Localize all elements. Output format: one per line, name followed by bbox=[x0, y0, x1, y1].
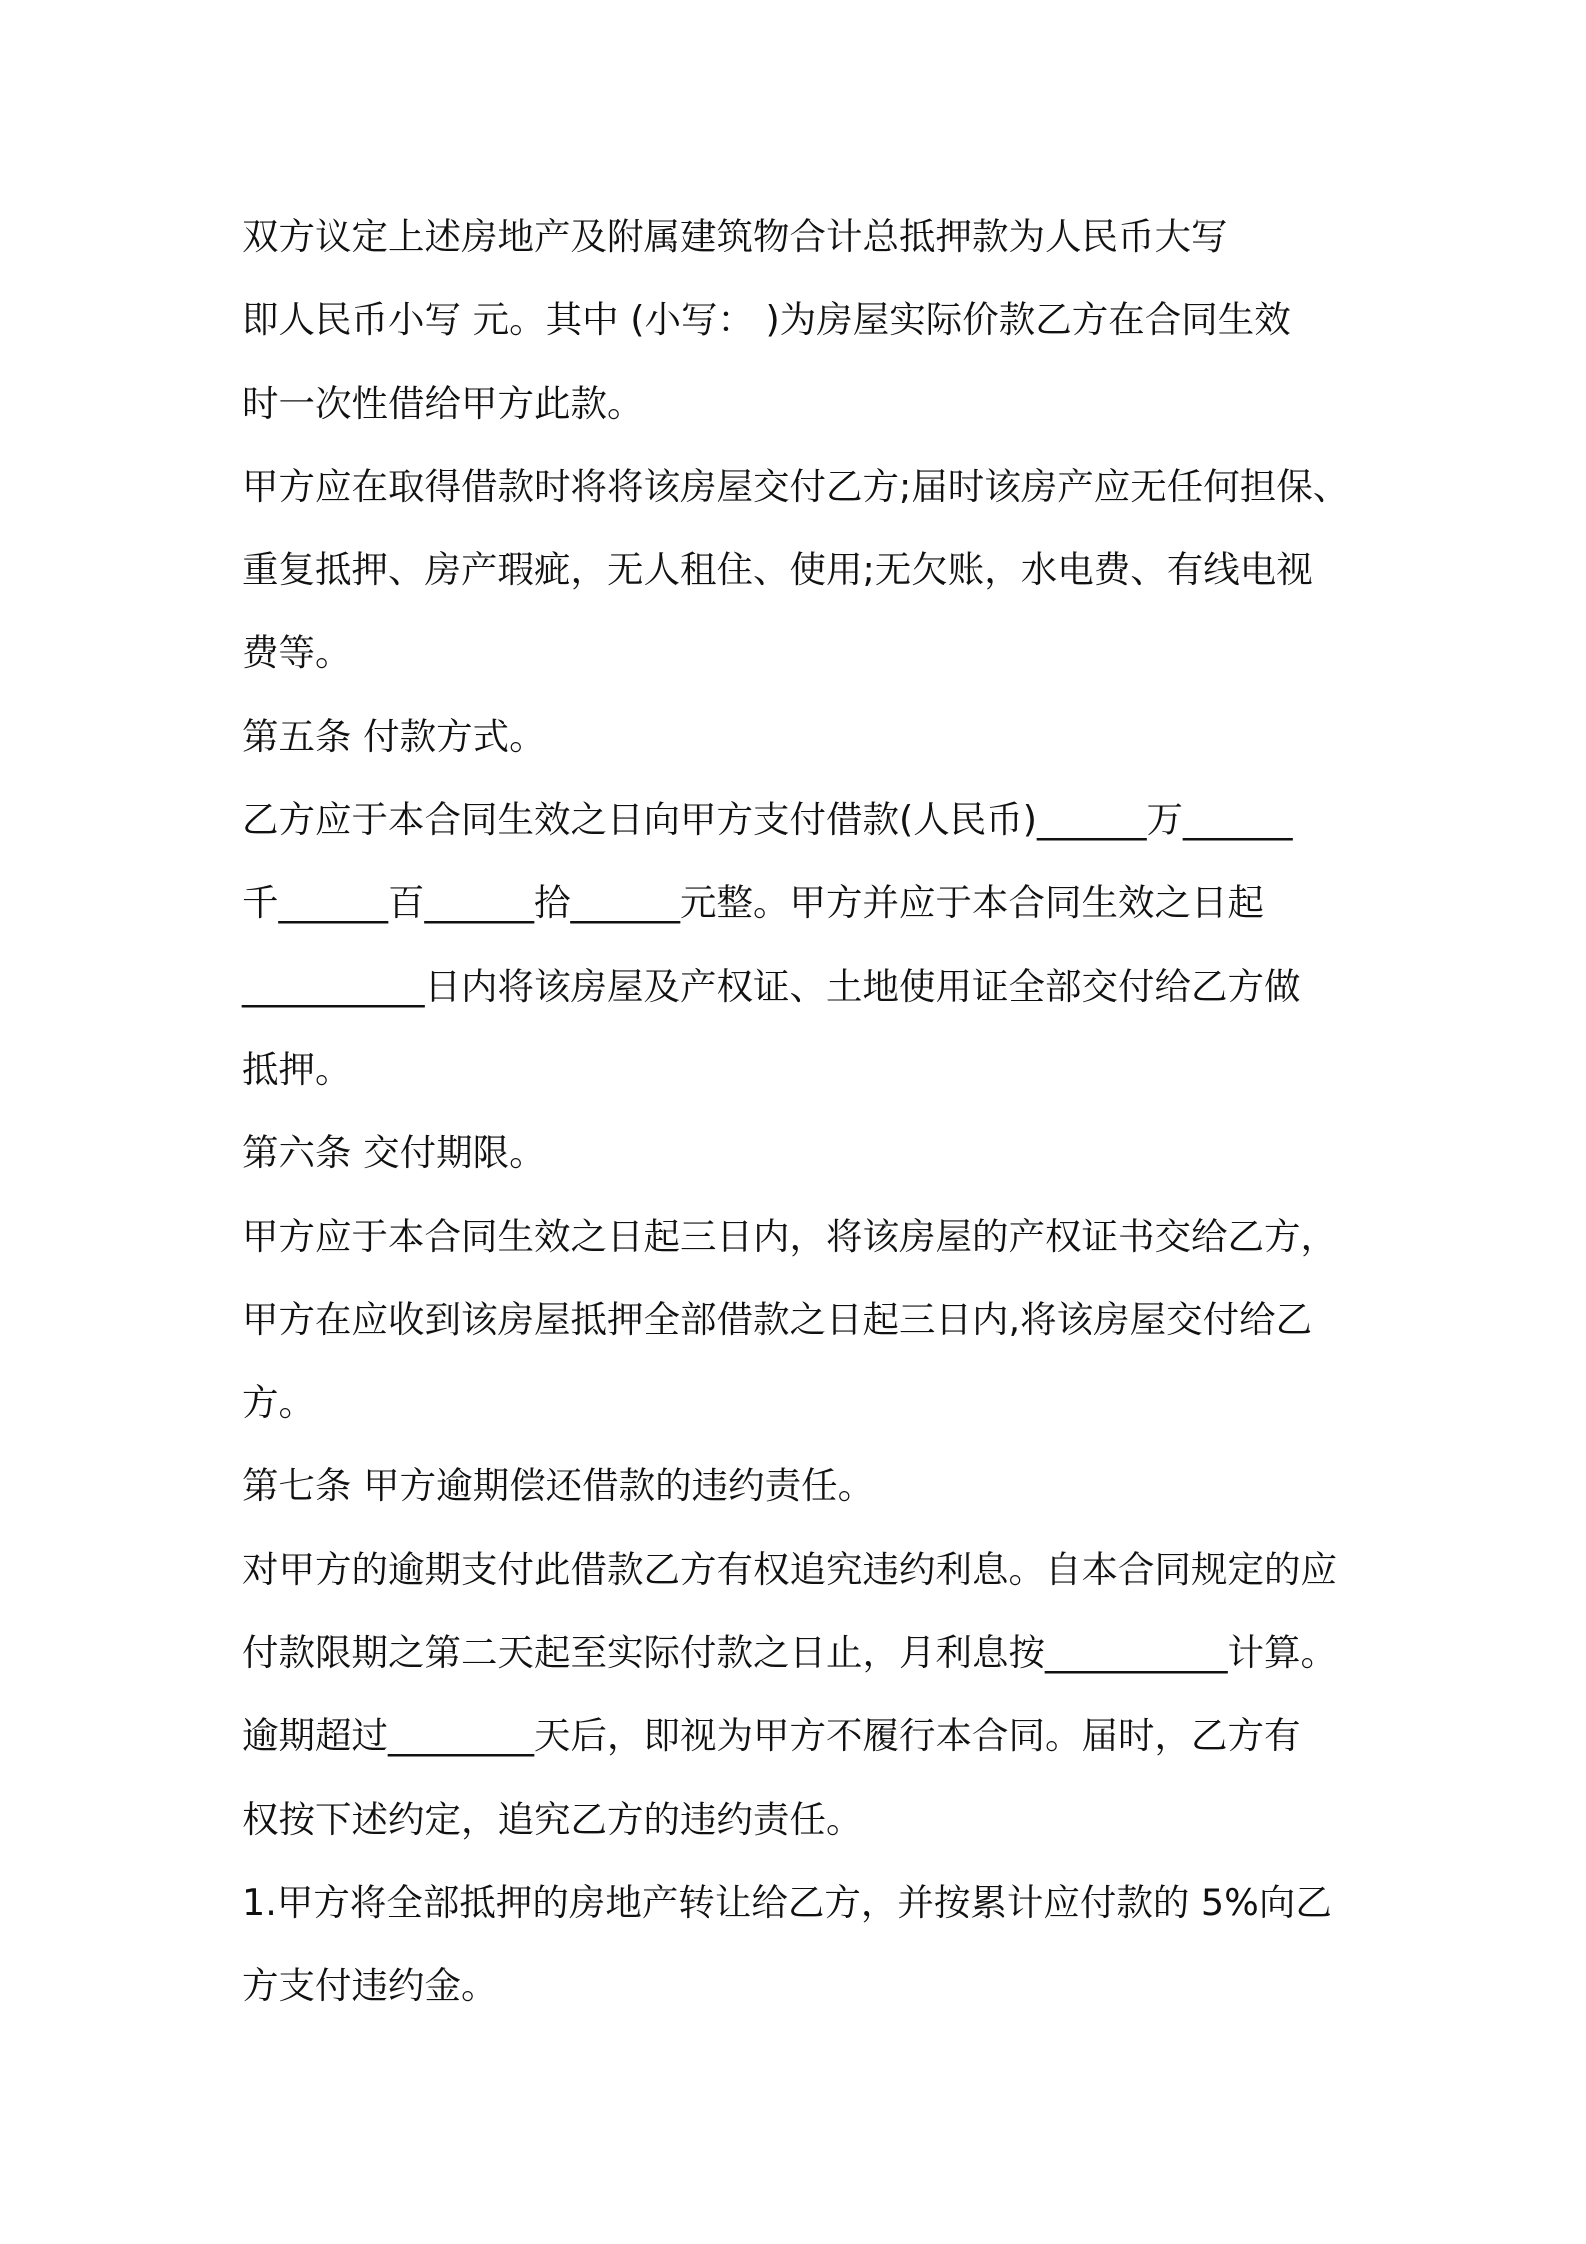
text-line: 乙方应于本合同生效之日向甲方支付借款(人民币)______万______ bbox=[242, 798, 1293, 842]
text-line: 费等。 bbox=[242, 631, 352, 675]
text-line: 时一次性借给甲方此款。 bbox=[242, 381, 644, 425]
text-line: 1.甲方将全部抵押的房地产转让给乙方，并按累计应付款的 5%向乙 bbox=[242, 1880, 1332, 1924]
text-line: 千______百______拾______元整。甲方并应于本合同生效之日起 bbox=[242, 881, 1264, 925]
text-line: 重复抵押、房产瑕疵，无人租住、使用;无欠账，水电费、有线电视 bbox=[242, 548, 1313, 592]
document-body bbox=[242, 195, 1362, 2028]
section-heading: 第六条 交付期限。 bbox=[242, 1131, 546, 1175]
section-heading: 第七条 甲方逾期偿还借款的违约责任。 bbox=[242, 1464, 875, 1508]
section-heading: 第五条 付款方式。 bbox=[242, 714, 546, 758]
text-line: 对甲方的逾期支付此借款乙方有权追究违约利息。自本合同规定的应 bbox=[242, 1547, 1337, 1591]
text-line: 甲方应在取得借款时将将该房屋交付乙方;届时该房产应无任何担保、 bbox=[242, 464, 1350, 508]
text-line: 双方议定上述房地产及附属建筑物合计总抵押款为人民币大写 bbox=[242, 215, 1228, 258]
text-line: 权按下述约定，追究乙方的违约责任。 bbox=[242, 1797, 863, 1841]
text-line: 方。 bbox=[242, 1381, 315, 1425]
text-line: 方支付违约金。 bbox=[242, 1964, 498, 2008]
text-line: __________日内将该房屋及产权证、土地使用证全部交付给乙方做 bbox=[242, 964, 1301, 1008]
text-line: 付款限期之第二天起至实际付款之日止，月利息按__________计算。 bbox=[242, 1631, 1337, 1675]
text-line: 逾期超过________天后，即视为甲方不履行本合同。届时，乙方有 bbox=[242, 1714, 1301, 1758]
text-line: 即人民币小写 元。其中 (小写： )为房屋实际价款乙方在合同生效 bbox=[242, 298, 1291, 342]
text-line: 抵押。 bbox=[242, 1047, 352, 1091]
text-line: 甲方应于本合同生效之日起三日内，将该房屋的产权证书交给乙方， bbox=[242, 1214, 1337, 1258]
text-line: 甲方在应收到该房屋抵押全部借款之日起三日内,将该房屋交付给乙 bbox=[242, 1297, 1313, 1341]
